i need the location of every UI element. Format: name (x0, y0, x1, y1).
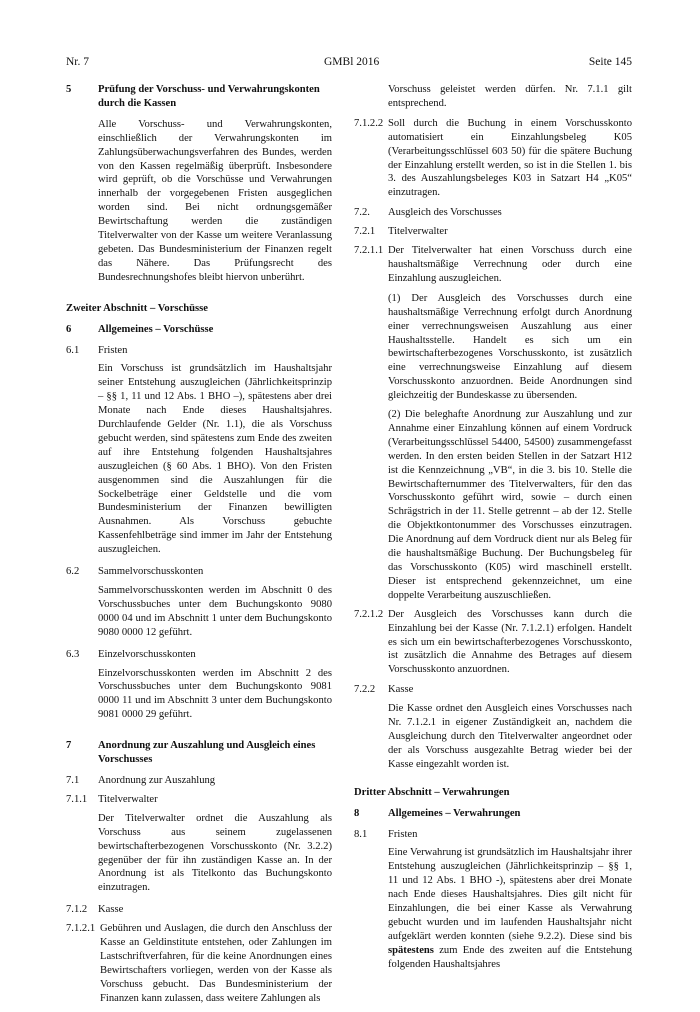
part-2-heading: Zweiter Abschnitt – Vorschüsse (66, 302, 208, 314)
emphasis-spaetestens: spätestens (388, 944, 434, 956)
section-7-2-heading: 7.2. Ausgleich des Vorschusses (354, 207, 502, 219)
section-8-1-body: Eine Verwahrung ist grundsätzlich im Haushaltsjahr ihrer Entstehung auszugleichen (Jährlichkeitsprinzip – §§ 1, 11 und 12 Abs. 1 BHO -), spätestens aber drei Monate nach Ende dieses Haushaltsjahres. Dies gilt nicht für Einzahlungen, die bei einer Kasse als Verwahrung gebucht wurden und im laufenden Haushaltsjahr nicht aufgeklärt werden konnten (siehe 9.2.2). Diese sind bis spätestens zum Ende des zweiten auf die Entstehung folgenden Haushaltsjahres (388, 847, 632, 970)
section-6-2-body: Sammelvorschusskonten werden im Abschnitt 0 des Vorschussbuches unter dem Buchungskonto 9080 0000 04 und im Abschnitt 1 unter dem Buchungskonto 9080 0000 12 geführt. (98, 585, 332, 638)
section-7-1-heading: 7.1 Anordnung zur Auszahlung (66, 774, 216, 786)
section-6-1-body: Ein Vorschuss ist grundsätzlich im Haushaltsjahr seiner Entstehung auszugleichen (Jährlichkeitsprinzip – §§ 1, 11 und 12 Abs. 1 BHO –), spätestens aber drei Monate nach Ende dieses Haushaltsjahres. Durchlaufende Gelder (Nr. 1.1), die als Vorschuss gebucht werden, sind spätestens zum Ende des zweiten auf ihre Entstehung folgenden Haushaltsjahres auszugleichen (§ 60 Abs. 1 BHO). Von den Fristen ausgenommen sind die Auszahlungen für die Sockelbeträge einer Geldstelle und die vom Bundesministerium der Finanzen bewilligten Ausnahmen. Als Vorschuss gebuchte Kassenfehlbeträge sind immer im Jahr der Entstehung auszugleichen. (98, 363, 332, 556)
section-7-1-2-1-continued: Vorschuss geleistet werden dürfen. Nr. 7.1.1 gilt entsprechend. (388, 84, 632, 109)
issue-number: Nr. 7 (66, 56, 89, 68)
page-header (66, 56, 632, 72)
section-6-3-body: Einzelvorschusskonten werden im Abschnitt 2 des Vorschussbuches unter dem Buchungskonto 9081 0000 11 und im Abschnitt 3 unter dem Buchungskonto 9081 0000 29 geführt. (98, 667, 332, 721)
section-6-1-heading: 6.1 Fristen (66, 344, 128, 356)
section-8-1-heading: 8.1 Fristen (354, 828, 418, 840)
section-7-1-2-heading: 7.1.2 Kasse (66, 904, 124, 916)
left-column (66, 83, 332, 1012)
section-8-heading: 8 Allgemeines – Verwahrungen (354, 807, 521, 819)
section-7-heading: 7 Anordnung zur Auszahlung und Ausgleich eines Vorschusses (66, 740, 316, 766)
section-7-1-1-body: Der Titelverwalter ordnet die Auszahlung als Vorschuss aus seinem zugelassenen bewirtschafterbezogenen Vorschusskonto (Nr. 3.2.2) gegenüber der für ihn zuständigen Kasse an. In der Anordnung ist als Titelkonto das Buchungskonto einzutragen. (98, 812, 332, 894)
right-column (354, 83, 632, 977)
page-number: Seite 145 (588, 56, 632, 68)
section-7-2-1-1-para-1: (1) Der Ausgleich des Vorschusses durch eine haushaltsmäßige Verrechnung erfolgt durch Anordnung einer verrechnungsweisen Auszahlung aus einer Haushaltsstelle. Handelt es sich um ein bewirtschafterbezogenes Vorschusskonto, ist zusätzlich eine verrechnungsweise Einzahlung auf diesem Vorschusskonto anzuordnen. Beide Anordnungen sind gleichzeitig der Bundeskasse zu übersenden. (388, 292, 632, 402)
part-3-heading: Dritter Abschnitt – Verwahrungen (354, 786, 510, 798)
section-7-1-1-heading: 7.1.1 Titelverwalter (66, 793, 158, 805)
section-5-body: Alle Vorschuss- und Verwahrungskonten, einschließlich der Verwahrungskonten im Zahlungsüberwachungsverfahren des Bundes, werden von den Kassen regelmäßig überprüft. Insbesondere wird geprüft, ob die Vorschüsse und Verwahrungen innerhalb der vorgegebenen Fristen ausgeglichen worden sind. Bei nicht ordnungsgemäßer Bewirtschaftung werden die zuständigen Titelverwalter von der Kasse um weitere Veranlassung gebeten. Das Bundesministerium der Finanzen regelt das Nähere. Das Prüfungsrecht des Bundesrechnungshofes bleibt hiervon unberührt. (98, 118, 332, 283)
section-6-2-heading: 6.2 Sammelvorschusskonten (66, 566, 204, 578)
section-7-2-1-heading: 7.2.1 Titelverwalter (354, 226, 448, 238)
section-7-2-1-1-para-2: (2) Die beleghafte Anordnung zur Auszahlung und zur Annahme einer Einzahlung können auf einem Vordruck (Verarbeitungsschlüssel 54400, 54500) zusammengefasst werden. In den ersten beiden Stellen in der Satzart H12 ist die Kennzeichnung „VB“, in die 3. bis 10. Stelle die Bewirtschafternummer des Titelverwalters, für den das Vorschusskonto geführt wird, sowie – durch einen Schrägstrich in der 11. Stelle getrennt – ab der 12. Stelle die Objektkontonummer des Vorschusses einzutragen. Die Anordnung auf dem Vordruck dient nur als Beleg für die haushaltsmäßige Buchung. Der Buchungsbeleg für das Vorschusskonto (K05) wird maschinell erstellt. Dieser ist entsprechend gekennzeichnet, um eine doppelte Verarbeitung auszuschließen. (388, 409, 632, 601)
section-7-2-2-heading: 7.2.2 Kasse (354, 684, 414, 696)
section-5-heading: 5 Prüfung der Vorschuss- und Verwahrungskonten durch die Kassen (66, 84, 320, 109)
section-7-2-1-1: 7.2.1.1 Der Titelverwalter hat einen Vorschuss durch eine haushaltsmäßige Verrechnung oder durch eine Einzahlung auszugleichen. (354, 245, 632, 284)
section-7-2-1-2: 7.2.1.2 Der Ausgleich des Vorschusses kann durch die Einzahlung bei der Kasse (Nr. 7.1.2.1) erfolgen. Handelt es sich um ein bewirtschafterbezogenes Vorschusskonto, ist zusätzlich die Annahme des Betrages auf diesem Vorschusskonto anzuordnen. (354, 608, 632, 676)
section-6-heading: 6 Allgemeines – Vorschüsse (66, 323, 214, 335)
section-6-3-heading: 6.3 Einzelvorschusskonten (66, 648, 196, 660)
journal-title: GMBl 2016 (324, 56, 380, 68)
section-7-2-2-body: Die Kasse ordnet den Ausgleich eines Vorschusses nach Nr. 7.1.2.1 in eigener Zuständigkeit an, nachdem die Ausgleichung durch den Titelverwalter angeordnet oder der als Vorschuss ausgezahlte Betrag wieder bei der Kasse eingezahlt worden ist. (388, 703, 632, 770)
section-7-1-2-1: 7.1.2.1 Gebühren und Auslagen, die durch den Anschluss der Kasse an Geldinstitute entstehen, oder Zahlungen im Lastschriftverfahren, für die keine Anordnungen eines Bewirtschafters vorliegen, werden von der Kasse als Vorschuss gebucht. Das Bundesministerium der Finanzen kann zulassen, dass weitere Zahlungen als (66, 923, 332, 1004)
section-7-1-2-2: 7.1.2.2 Soll durch die Buchung in einem Vorschusskonto automatisiert ein Einzahlungsbeleg K05 (Verarbeitungsschlüssel 603 50) für die spätere Buchung der Einzahlung erstellt werden, so ist in die Stellen 1. bis 3. des Auszahlungsbeleges K03 in Satzart H4 „K05“ einzutragen. (354, 117, 632, 199)
